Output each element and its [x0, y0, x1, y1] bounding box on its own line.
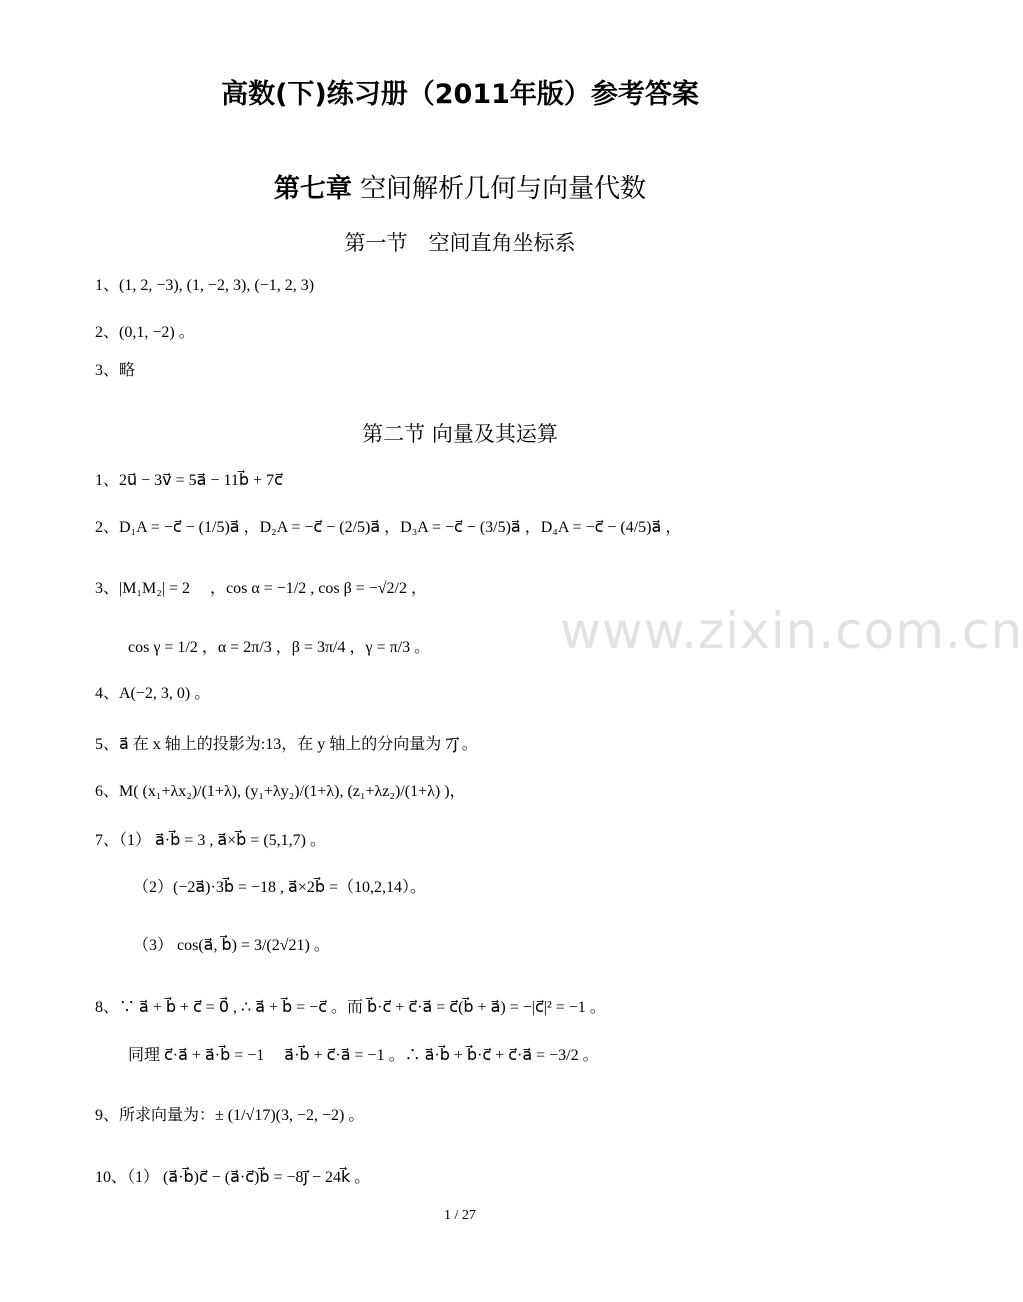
document-title: 高数(下)练习册（2011年版）参考答案: [221, 79, 699, 110]
page-number: 1 / 27: [444, 1208, 476, 1223]
answer-2-5: 5、a⃗ 在 x 轴上的投影为:13，在 y 轴上的分向量为 7j⃗ 。: [95, 736, 478, 753]
answer-2-4: 4、A(−2, 3, 0) 。: [95, 685, 211, 702]
watermark: www.zixin.com.cn: [560, 602, 1023, 660]
answer-2-6: 6、M( (x₁+λx₂)/(1+λ), (y₁+λy₂)/(1+λ), (z₁+λz₂)/(1+λ) )，: [95, 783, 466, 800]
answer-2-1: 1、2u⃗ − 3v⃗ = 5a⃗ − 11b⃗ + 7c⃗: [95, 472, 283, 489]
answer-2-7-1: 7、（1） a⃗·b⃗ = 3 , a⃗×b⃗ = (5,1,7) 。: [95, 832, 326, 849]
answer-2-10-1: 10、（1） (a⃗·b⃗)c⃗ − (a⃗·c⃗)b⃗ = −8j⃗ − 24k⃗ 。: [95, 1169, 371, 1186]
answer-2-7-2: （2）(−2a⃗)·3b⃗ = −18 , a⃗×2b⃗ =（10,2,14）。: [133, 879, 427, 896]
answer-1-2: 2、(0,1, −2) 。: [95, 324, 195, 341]
answer-2-3: 3、|M₁M₂| = 2 ，cos α = −1/2 , cos β = −√2/2 ，: [95, 580, 427, 597]
answer-2-2: 2、D₁A = −c⃗ − (1/5)a⃗ ，D₂A = −c⃗ − (2/5)a⃗ ，D₃A = −c⃗ − (3/5)a⃗ ，D₄A = −c⃗ − (4/5)a⃗ ，: [95, 519, 682, 536]
answer-2-7-3: （3） cos(a⃗, b⃗) = 3/(2√21) 。: [133, 937, 330, 954]
answer-2-8-continued: 同理 c⃗·a⃗ + a⃗·b⃗ = −1 a⃗·b⃗ + c⃗·a⃗ = −1 。∴ a⃗·b⃗ + b⃗·c⃗ + c⃗·a⃗ = −3/2 。: [128, 1047, 599, 1064]
answer-1-3: 3、略: [95, 362, 136, 379]
answer-1-1: 1、(1, 2, −3), (1, −2, 3), (−1, 2, 3): [95, 277, 315, 294]
chapter-heading: [0, 168, 920, 205]
answer-2-9: 9、所求向量为：± (1/√17)(3, −2, −2) 。: [95, 1107, 365, 1124]
chapter-name: 空间解析几何与向量代数: [360, 174, 647, 204]
answer-2-8: 8、∵ a⃗ + b⃗ + c⃗ = 0⃗ , ∴ a⃗ + b⃗ = −c⃗ 。而 b⃗·c⃗ + c⃗·a⃗ = c⃗(b⃗ + a⃗) = −|c⃗|² = −1 。: [95, 999, 606, 1016]
chapter-label: 第七章: [273, 174, 352, 204]
answer-2-3-continued: cos γ = 1/2 ，α = 2π/3 ，β = 3π/4 ，γ = π/3 。: [128, 639, 431, 656]
section-2-title: 第二节 向量及其运算: [362, 422, 558, 446]
section-1-title: 第一节 空间直角坐标系: [344, 231, 576, 255]
